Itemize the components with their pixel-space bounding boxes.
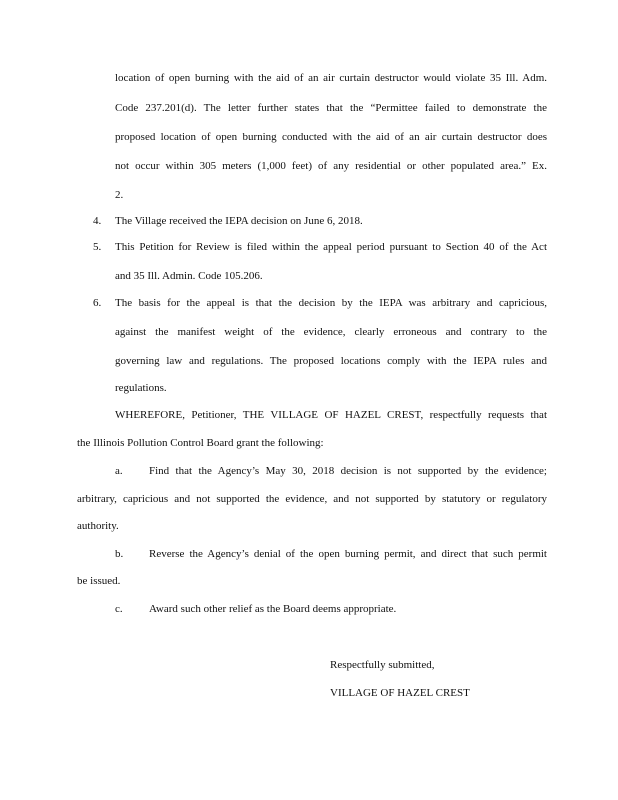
request-line: be issued. — [77, 575, 121, 587]
request-line: arbitrary, capricious and not supported the evidence, and not supported by statutory or regulatory — [77, 493, 547, 505]
wherefore-line: WHEREFORE, Petitioner, THE VILLAGE OF HAZEL CREST, respectfully requests that — [115, 409, 547, 421]
item-number: 6. — [93, 297, 102, 309]
body-line: 2. — [115, 189, 124, 201]
item-line: against the manifest weight of the evidence, clearly erroneous and contrary to the — [115, 326, 547, 338]
request-letter: c. — [115, 603, 123, 615]
request-letter: a. — [115, 465, 123, 477]
item-line: This Petition for Review is filed within the appeal period pursuant to Section 40 of the Act — [115, 241, 547, 253]
item-line: regulations. — [115, 382, 167, 394]
item-line: and 35 Ill. Admin. Code 105.206. — [115, 270, 263, 282]
request-line: Award such other relief as the Board deems appropriate. — [149, 603, 397, 615]
closing-signatory: VILLAGE OF HAZEL CREST — [330, 687, 470, 699]
request-line: Reverse the Agency’s denial of the open burning permit, and direct that such permit — [149, 548, 547, 560]
request-letter: b. — [115, 548, 124, 560]
body-line: location of open burning with the aid of an air curtain destructor would violate 35 Ill. Adm. — [115, 72, 547, 84]
wherefore-line: the Illinois Pollution Control Board grant the following: — [77, 437, 324, 449]
body-line: proposed location of open burning conducted with the aid of an air curtain destructor does — [115, 131, 547, 143]
request-line: authority. — [77, 520, 119, 532]
item-line: governing law and regulations. The proposed locations comply with the IEPA rules and — [115, 355, 547, 367]
body-line: Code 237.201(d). The letter further states that the “Permittee failed to demonstrate the — [115, 102, 547, 114]
item-line: The basis for the appeal is that the decision by the IEPA was arbitrary and capricious, — [115, 297, 547, 309]
body-line: not occur within 305 meters (1,000 feet) of any residential or other populated area.” Ex. — [115, 160, 547, 172]
item-line: The Village received the IEPA decision on June 6, 2018. — [115, 215, 363, 227]
item-number: 4. — [93, 215, 102, 227]
item-number: 5. — [93, 241, 102, 253]
closing-salutation: Respectfully submitted, — [330, 659, 435, 671]
request-line: Find that the Agency’s May 30, 2018 decision is not supported by the evidence; — [149, 465, 547, 477]
